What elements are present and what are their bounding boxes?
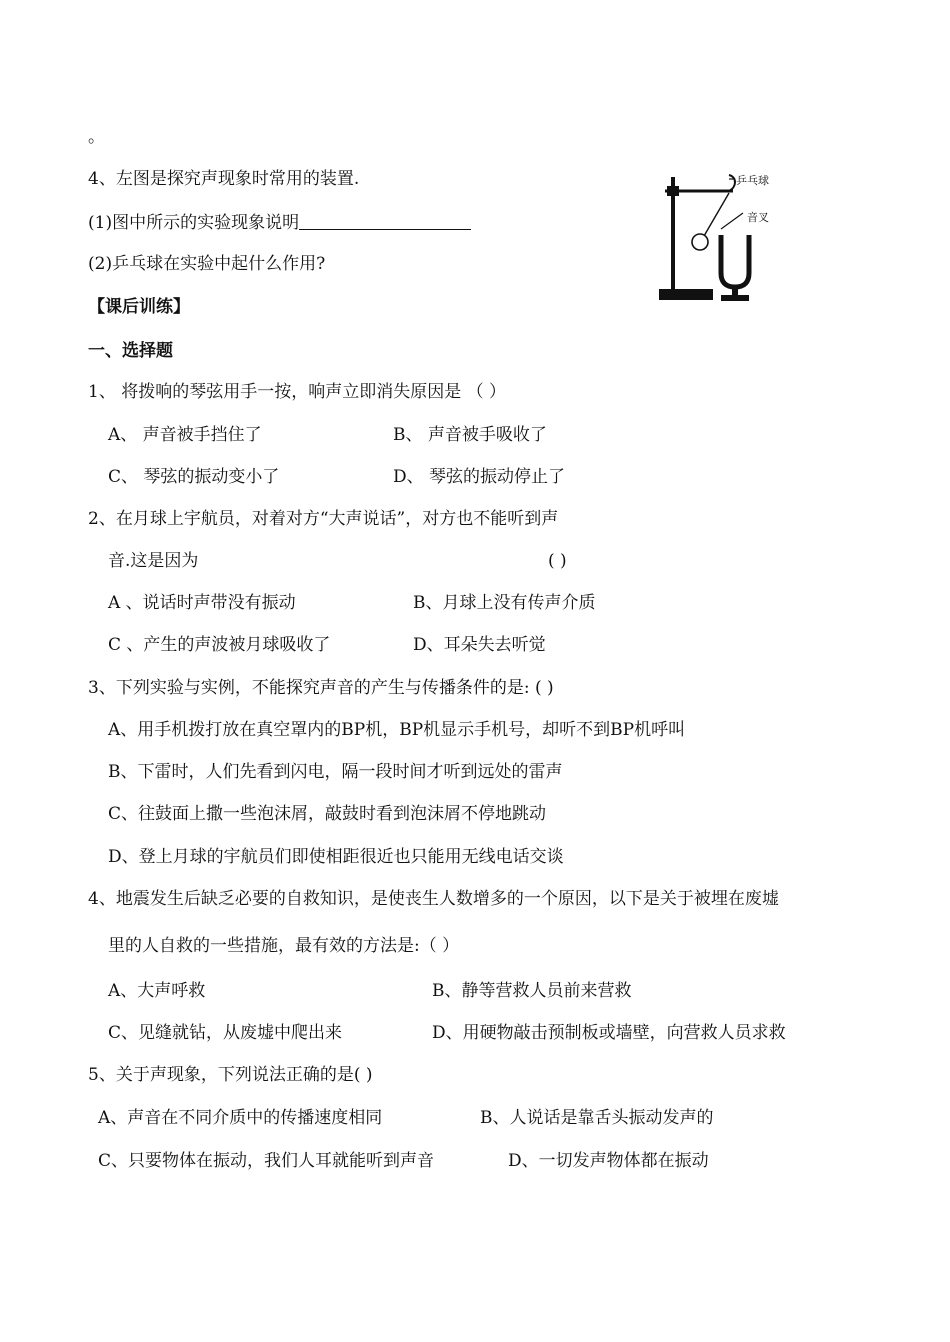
question-2-stem-cont: 音.这是因为 (108, 551, 199, 571)
question-2-option-a[interactable]: A 、说话时声带没有振动 (108, 593, 296, 613)
tuning-fork-apparatus-figure (655, 165, 780, 305)
question-1-option-d[interactable]: D、 琴弦的振动停止了 (393, 467, 566, 487)
question-4-option-a[interactable]: A、大声呼救 (108, 981, 206, 1001)
question-3-option-c[interactable]: C、往鼓面上撒一些泡沫屑，敲鼓时看到泡沫屑不停地跳动 (108, 804, 547, 824)
question-2-option-d[interactable]: D、耳朵失去听觉 (413, 635, 546, 655)
question-4-option-b[interactable]: B、静等营救人员前来营救 (432, 981, 632, 1001)
question-1-option-a[interactable]: A、 声音被手挡住了 (108, 425, 262, 445)
question-2-bracket: ( ) (548, 551, 567, 571)
stand-clamp (667, 186, 679, 196)
question-5-option-a[interactable]: A、声音在不同介质中的传播速度相同 (98, 1108, 383, 1128)
tuning-fork (721, 235, 749, 287)
hook (729, 175, 735, 191)
top-mark: 。 (88, 127, 105, 147)
question-1-option-c[interactable]: C、 琴弦的振动变小了 (108, 467, 280, 487)
subsection-heading: 一、选择题 (88, 341, 173, 361)
question-5-option-b[interactable]: B、人说话是靠舌头振动发声的 (480, 1108, 714, 1128)
question-4-stem-cont: 里的人自救的一些措施，最有效的方法是:（ ） (108, 936, 460, 956)
question-3-option-b[interactable]: B、下雷时，人们先看到闪电，隔一段时间才听到远处的雷声 (108, 762, 563, 782)
label-tuning-fork: 音叉 (747, 211, 769, 224)
q4-part1 (88, 211, 471, 234)
question-1-stem: 1、 将拨响的琴弦用手一按，响声立即消失原因是 （ ） (88, 382, 507, 402)
q4-intro: 4、左图是探究声现象时常用的装置. (88, 169, 360, 189)
question-3-stem: 3、下列实验与实例，不能探究声音的产生与传播条件的是: ( ) (88, 678, 554, 698)
label-ping-pong-ball: 乒乓球 (736, 174, 769, 187)
question-5-stem: 5、关于声现象，下列说法正确的是( ) (88, 1065, 373, 1085)
question-3-option-a[interactable]: A、用手机拨打放在真空罩内的BP机，BP机显示手机号，却听不到BP机呼叫 (108, 720, 686, 740)
q4-part1-text: (1)图中所示的实验现象说明 (88, 213, 300, 233)
question-5-option-c[interactable]: C、只要物体在振动，我们人耳就能听到声音 (98, 1151, 435, 1171)
fork-label-pointer (721, 213, 743, 229)
question-2-option-c[interactable]: C 、产生的声波被月球吸收了 (108, 635, 331, 655)
question-2-stem: 2、在月球上宇航员，对着对方“大声说话”，对方也不能听到声 (88, 509, 559, 529)
answer-blank[interactable] (299, 211, 471, 230)
question-2-option-b[interactable]: B、月球上没有传声介质 (413, 593, 596, 613)
tuning-fork-base (721, 295, 749, 301)
question-4-option-d[interactable]: D、用硬物敲击预制板或墙壁，向营救人员求救 (432, 1023, 786, 1043)
question-3-option-d[interactable]: D、登上月球的宇航员们即使相距很近也只能用无线电话交谈 (108, 847, 564, 867)
question-5-option-d[interactable]: D、一切发声物体都在振动 (508, 1151, 709, 1171)
tuning-fork-stem (732, 287, 738, 295)
thread (704, 193, 729, 236)
question-4-option-c[interactable]: C、见缝就钻，从废墟中爬出来 (108, 1023, 343, 1043)
section-heading: 【课后训练】 (88, 297, 190, 317)
stand-base (659, 289, 713, 300)
question-4-stem: 4、地震发生后缺乏必要的自救知识，是使丧生人数增多的一个原因，以下是关于被埋在废墟 (88, 889, 779, 909)
q4-part2: (2)乒乓球在实验中起什么作用? (88, 254, 326, 274)
ping-pong-ball (692, 234, 708, 250)
question-1-option-b[interactable]: B、 声音被手吸收了 (393, 425, 547, 445)
